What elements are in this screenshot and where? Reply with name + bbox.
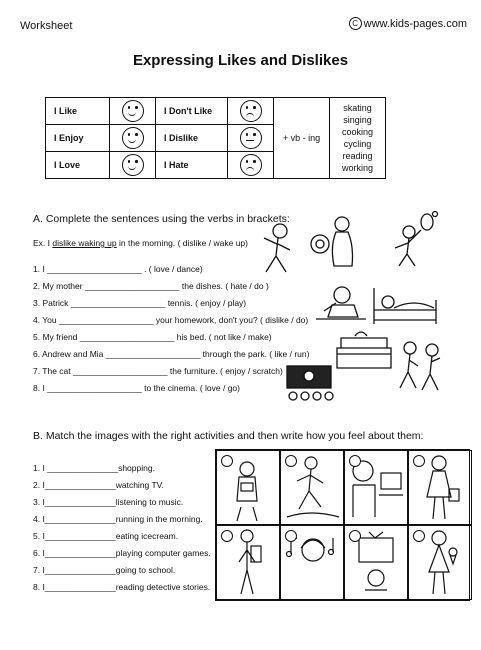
- picture-cell-tv: [344, 525, 408, 600]
- grin-face-icon: [122, 127, 144, 149]
- picture-cell-reading: [216, 450, 280, 525]
- cat-scratching-sofa-illustration: [333, 328, 395, 372]
- section-a-heading: A. Complete the sentences using the verbs in brackets:: [33, 213, 290, 225]
- verb-enjoy: I Enjoy: [46, 125, 110, 152]
- answer-circle[interactable]: [285, 530, 297, 542]
- tennis-player-illustration: [383, 210, 441, 270]
- exercise-b-item: 7. I_______________going to school.: [33, 565, 176, 575]
- answer-circle[interactable]: [221, 530, 233, 542]
- example-answer: dislike waking up: [52, 238, 117, 248]
- answer-circle[interactable]: [285, 455, 297, 467]
- activity-item: skating: [343, 103, 372, 113]
- activity-item: reading: [342, 151, 373, 161]
- verb-love: I Love: [46, 152, 110, 179]
- cinema-illustration: [283, 362, 335, 404]
- verb-dont-like: I Don't Like: [156, 98, 228, 125]
- exercise-b-item: 8. I_______________reading detective stories.: [33, 582, 211, 592]
- worksheet-label: Worksheet: [20, 20, 73, 32]
- exercise-b-item: 2. I_______________watching TV.: [33, 480, 164, 490]
- dancing-child-illustration: [258, 222, 296, 280]
- annoyed-face-icon: [240, 127, 262, 149]
- exercise-a-item: 6. Andrew and Mia ____________________ through the park. ( like / run): [33, 349, 310, 359]
- picture-cell-shopping: [408, 450, 472, 525]
- matching-picture-grid: [215, 449, 470, 601]
- exercise-b-item: 4. I_______________running in the morning.: [33, 514, 203, 524]
- exercise-a-item: 2. My mother ____________________ the dishes. ( hate / do ): [33, 281, 269, 291]
- exercise-b-item: 3. I_______________listening to music.: [33, 497, 184, 507]
- laughing-face-icon: [122, 154, 144, 176]
- verb-like: I Like: [46, 98, 110, 125]
- answer-circle[interactable]: [413, 455, 425, 467]
- verb-hate: I Hate: [156, 152, 228, 179]
- page-title: Expressing Likes and Dislikes: [132, 52, 349, 69]
- exercise-a-item: 4. You ____________________ your homework, don't you? ( dislike / do): [33, 315, 309, 325]
- verb-rule: + vb - ing: [274, 98, 330, 179]
- exercise-a-item: 1. I ____________________ . ( love / dance): [33, 264, 203, 274]
- answer-circle[interactable]: [413, 530, 425, 542]
- activity-item: singing: [343, 115, 372, 125]
- verb-table: [45, 97, 386, 179]
- exercise-a-item: 7. The cat ____________________ the furniture. ( enjoy / scratch): [33, 366, 283, 376]
- example-sentence: Ex. I dislike waking up in the morning. ( dislike / wake up): [33, 238, 248, 248]
- angry-face-icon: [240, 154, 262, 176]
- picture-cell-icecream: [408, 525, 472, 600]
- activity-item: cooking: [341, 127, 374, 137]
- picture-cell-computer-games: [344, 450, 408, 525]
- site-url: www.kids-pages.com: [363, 17, 467, 30]
- activity-list: [330, 98, 386, 179]
- answer-circle[interactable]: [221, 455, 233, 467]
- verb-dislike: I Dislike: [156, 125, 228, 152]
- exercise-a-item: 5. My friend ____________________ his bed. ( not like / make): [33, 332, 272, 342]
- exercise-b-item: 6. I_______________playing computer games.: [33, 548, 211, 558]
- picture-cell-school: [216, 525, 280, 600]
- children-running-illustration: [396, 338, 446, 396]
- happy-face-icon: [122, 100, 144, 122]
- washing-dishes-illustration: [306, 214, 361, 269]
- exercise-b-item: 5. I_______________eating icecream.: [33, 531, 179, 541]
- boy-in-bed-illustration: [370, 280, 440, 328]
- copyright-icon: C: [349, 17, 362, 30]
- activity-item: cycling: [343, 139, 372, 149]
- exercise-b-item: 1. I _______________shopping.: [33, 463, 155, 473]
- exercise-a-item: 3. Patrick ____________________ tennis. ( enjoy / play): [33, 298, 247, 308]
- section-b-heading: B. Match the images with the right activities and then write how you feel about them:: [33, 430, 424, 442]
- answer-circle[interactable]: [349, 530, 361, 542]
- sad-face-icon: [240, 100, 262, 122]
- activity-item: working: [341, 163, 373, 173]
- answer-circle[interactable]: [349, 455, 361, 467]
- boy-doing-homework-illustration: [310, 283, 370, 325]
- exercise-a-item: 8. I ____________________ to the cinema. ( love / go): [33, 383, 240, 393]
- site-credit: [349, 17, 467, 30]
- picture-cell-running: [280, 450, 344, 525]
- picture-cell-music: [280, 525, 344, 600]
